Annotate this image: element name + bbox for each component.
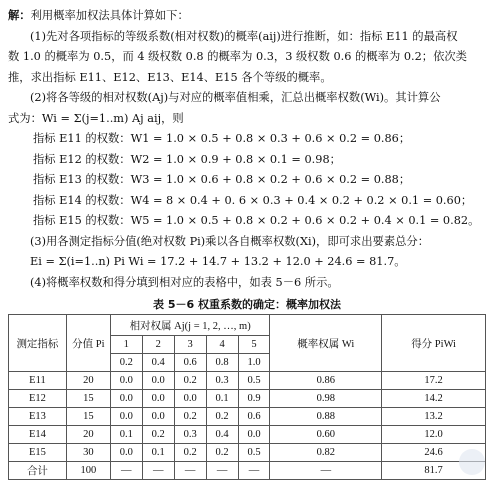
row-prob: 0.0 [238, 426, 270, 444]
row-result: 13.2 [382, 408, 486, 426]
table-row [9, 444, 486, 462]
solution-label: 解： [8, 9, 31, 22]
intro-text: 利用概率加权法具体计算如下： [30, 9, 189, 22]
step2-line1: (2)将各等级的相对权数(Aj)与对应的概率值相乘，汇总出概率权数(Wi)。其计算公 [30, 91, 441, 104]
level-number: 2 [142, 336, 174, 354]
header-result: 得分 PiWi [382, 315, 486, 372]
watermark-badge [459, 449, 485, 475]
weight-e14: 指标 E14 的权数：W4 = 8 × 0.4 + 0. 6 × 0.3 + 0.4 × 0.2 + 0.2 × 0.1 = 0.60； [33, 193, 473, 207]
row-prob: 0.2 [206, 408, 238, 426]
step2-formula: 式为：Wi = Σ(j=1..m) Aj aij，则 [8, 111, 184, 125]
solution-intro [8, 6, 486, 27]
total-label: 合计 [9, 462, 67, 480]
step1-line2: 数 1.0 的概率为 0.5，而 4 级权数 0.8 的概率为 0.3，3 级权数 0.6 的概率为 0.2；依次类 [8, 50, 467, 63]
row-prob: 0.9 [238, 390, 270, 408]
total-dash: — [142, 462, 174, 480]
level-number: 1 [110, 336, 142, 354]
level-number: 3 [174, 336, 206, 354]
row-result: 14.2 [382, 390, 486, 408]
total-dash: — [270, 462, 382, 480]
row-prob: 0.5 [238, 372, 270, 390]
row-indicator: E14 [9, 426, 67, 444]
row-prob: 0.0 [142, 408, 174, 426]
total-dash: — [110, 462, 142, 480]
row-weight: 0.60 [270, 426, 382, 444]
row-prob: 0.3 [174, 426, 206, 444]
row-weight: 0.86 [270, 372, 382, 390]
weight-e11: 指标 E11 的权数：W1 = 1.0 × 0.5 + 0.8 × 0.3 + 0.6 × 0.2 = 0.86； [33, 132, 411, 145]
level-weight: 1.0 [238, 354, 270, 372]
level-number: 4 [206, 336, 238, 354]
step1-line1: (1)先对各项指标的等级系数(相对权数)的概率(aij)进行推断，如：指标 E11 的最高权 [30, 29, 458, 43]
row-prob: 0.2 [142, 426, 174, 444]
row-indicator: E11 [9, 372, 67, 390]
row-prob: 0.0 [142, 390, 174, 408]
weight-e15: 指标 E15 的权数：W5 = 1.0 × 0.5 + 0.8 × 0.2 + 0.6 × 0.2 + 0.4 × 0.1 = 0.82。 [33, 214, 480, 227]
weight-e13: 指标 E13 的权数：W3 = 1.0 × 0.6 + 0.8 × 0.2 + 0.6 × 0.2 = 0.88； [33, 173, 411, 186]
total-result: 81.7 [382, 462, 486, 480]
row-score: 20 [66, 372, 110, 390]
row-prob: 0.2 [206, 444, 238, 462]
step1-line3: 推，求出指标 E11、E12、E13、E14、E15 各个等级的概率。 [8, 70, 332, 84]
level-weight: 0.8 [206, 354, 238, 372]
table-caption: 表 5－6 权重系数的确定：概率加权法 [153, 298, 341, 311]
row-prob: 0.1 [142, 444, 174, 462]
row-weight: 0.88 [270, 408, 382, 426]
row-prob: 0.2 [174, 372, 206, 390]
row-prob: 0.0 [110, 372, 142, 390]
row-indicator: E13 [9, 408, 67, 426]
header-score: 分值 Pi [66, 315, 110, 372]
document-page [8, 6, 486, 480]
table-row [9, 372, 486, 390]
step4-line: (4)将概率权数和得分填到相对应的表格中，如表 5－6 所示。 [30, 275, 339, 289]
row-prob: 0.0 [110, 390, 142, 408]
row-prob: 0.2 [174, 408, 206, 426]
row-score: 15 [66, 390, 110, 408]
row-result: 12.0 [382, 426, 486, 444]
row-weight: 0.98 [270, 390, 382, 408]
total-dash: — [238, 462, 270, 480]
weight-table [8, 314, 486, 480]
total-dash: — [174, 462, 206, 480]
row-prob: 0.6 [238, 408, 270, 426]
row-prob: 0.2 [174, 444, 206, 462]
table-row [9, 408, 486, 426]
row-prob: 0.0 [142, 372, 174, 390]
row-prob: 0.0 [110, 444, 142, 462]
total-formula: Ei = Σ(i=1..n) Pi Wi = 17.2 + 14.7 + 13.2 + 12.0 + 24.6 = 81.7。 [30, 255, 406, 268]
header-indicator: 测定指标 [9, 315, 67, 372]
level-weight: 0.4 [142, 354, 174, 372]
row-prob: 0.0 [174, 390, 206, 408]
level-weight: 0.6 [174, 354, 206, 372]
header-prob-weight: 概率权属 Wi [270, 315, 382, 372]
row-score: 15 [66, 408, 110, 426]
row-prob: 0.5 [238, 444, 270, 462]
table-total-row [9, 462, 486, 480]
row-indicator: E12 [9, 390, 67, 408]
row-score: 20 [66, 426, 110, 444]
row-indicator: E15 [9, 444, 67, 462]
row-prob: 0.4 [206, 426, 238, 444]
total-score: 100 [66, 462, 110, 480]
row-weight: 0.82 [270, 444, 382, 462]
row-prob: 0.0 [110, 408, 142, 426]
row-score: 30 [66, 444, 110, 462]
level-weight: 0.2 [110, 354, 142, 372]
header-relative-weight: 相对权属 Aj(j = 1, 2, …, m) [110, 315, 270, 336]
table-row [9, 390, 486, 408]
weight-e12: 指标 E12 的权数：W2 = 1.0 × 0.9 + 0.8 × 0.1 = 0.98； [33, 152, 341, 166]
table-row [9, 426, 486, 444]
row-prob: 0.3 [206, 372, 238, 390]
row-prob: 0.1 [206, 390, 238, 408]
total-dash: — [206, 462, 238, 480]
step3-line1: (3)用各测定指标分值(绝对权数 Pi)乘以各自概率权数(Xi)，即可求出要素总分： [30, 234, 430, 248]
row-result: 17.2 [382, 372, 486, 390]
row-prob: 0.1 [110, 426, 142, 444]
row-result: 24.6 [382, 444, 486, 462]
level-number: 5 [238, 336, 270, 354]
